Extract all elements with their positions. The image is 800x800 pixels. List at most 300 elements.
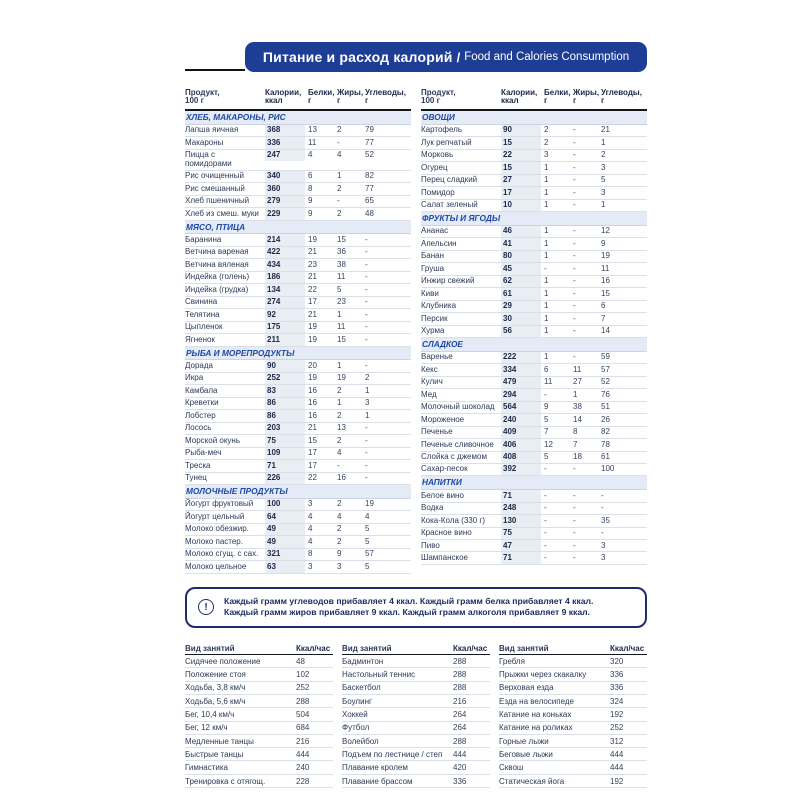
column-header-fat (334, 87, 362, 109)
activity-rate-header: Ккал/час (610, 643, 645, 653)
protein-value: 21 (308, 247, 317, 257)
fat-value: 3 (337, 561, 342, 571)
carbs-value: 82 (601, 427, 610, 437)
carbs-value: 57 (365, 549, 374, 559)
food-row (421, 288, 647, 300)
food-row (421, 389, 647, 401)
product-name: Картофель (421, 125, 463, 135)
food-row (421, 464, 647, 476)
column-header-label: Калории, (265, 87, 302, 97)
carbs-value: 35 (601, 515, 610, 525)
activity-name: Футбол (342, 723, 370, 733)
protein-value: 23 (308, 259, 317, 269)
food-row (421, 326, 647, 338)
product-name: Хлеб пшеничный (185, 196, 250, 206)
food-row (421, 137, 647, 149)
product-name: Икра (185, 373, 204, 383)
food-row (185, 284, 411, 296)
carbs-value: 16 (601, 276, 610, 286)
carbs-value: - (365, 297, 368, 307)
fat-value: - (573, 226, 576, 236)
activity-kcal-value: 444 (610, 749, 624, 759)
carbs-value: 12 (601, 226, 610, 236)
fat-value: - (573, 352, 576, 362)
header-rule (185, 69, 245, 71)
fat-value: 4 (337, 448, 342, 458)
calories-value: 63 (265, 561, 305, 572)
fat-value: - (573, 288, 576, 298)
protein-value: 11 (544, 377, 553, 387)
carbs-value: 1 (365, 410, 370, 420)
fat-value: 2 (337, 499, 342, 509)
activity-kcal-value: 444 (296, 749, 310, 759)
protein-value: 1 (544, 200, 549, 210)
calories-value: 71 (265, 460, 305, 471)
product-name: Перец сладкий (421, 175, 478, 185)
food-row (421, 251, 647, 263)
carbs-value: 5 (365, 524, 370, 534)
column-header-label: Жиры, (337, 87, 364, 97)
calories-value: 71 (501, 490, 541, 501)
activity-kcal-value: 288 (296, 696, 310, 706)
calories-value: 422 (265, 247, 305, 258)
activity-row (185, 748, 333, 761)
calories-value: 75 (265, 435, 305, 446)
fat-value: 8 (573, 427, 578, 437)
protein-value: 4 (308, 511, 313, 521)
product-name: Апельсин (421, 238, 457, 248)
product-name: Телятина (185, 309, 220, 319)
activity-kcal-value: 684 (296, 723, 310, 733)
product-name: Варенье (421, 352, 453, 362)
product-name: Мороженое (421, 414, 465, 424)
protein-value: 21 (308, 423, 317, 433)
carbs-value: 19 (365, 499, 374, 509)
calories-value: 109 (265, 448, 305, 459)
food-row (185, 373, 411, 385)
fat-value: 18 (573, 452, 582, 461)
carbs-value: 57 (601, 364, 610, 374)
carbs-value: 3 (601, 162, 606, 172)
protein-value: - (544, 464, 547, 474)
calories-value: 80 (501, 251, 541, 262)
fat-value: 2 (337, 410, 342, 420)
activity-kcal-value: 192 (610, 776, 624, 786)
protein-value: 6 (308, 171, 313, 181)
product-name: Пицца с помидорами (185, 150, 232, 168)
calories-value: 47 (501, 540, 541, 551)
food-column-headers (185, 87, 411, 111)
protein-value: 3 (308, 499, 313, 509)
activity-kcal-value: 216 (296, 736, 310, 746)
activity-kcal-value: 192 (610, 710, 624, 720)
carbs-value: - (365, 284, 368, 294)
protein-value: 3 (308, 561, 313, 571)
fat-value: 9 (337, 549, 342, 559)
food-row (421, 439, 647, 451)
activity-table-3 (499, 642, 647, 788)
activity-rate-header: Ккал/час (296, 643, 331, 653)
protein-value: 9 (308, 196, 313, 206)
page-title-en: Food and Calories Consumption (464, 51, 630, 63)
calories-value: 360 (265, 183, 305, 194)
carbs-value: 77 (365, 183, 374, 193)
page-title-banner (245, 42, 647, 72)
food-row (421, 352, 647, 364)
protein-value: 19 (308, 322, 317, 332)
food-row (185, 561, 411, 573)
carbs-value: 51 (601, 402, 610, 412)
food-row (421, 162, 647, 174)
activity-kcal-value: 240 (296, 763, 310, 773)
column-header-unit: г (601, 96, 605, 106)
activity-name: Волейбол (342, 736, 379, 746)
title-separator: / (456, 49, 461, 65)
activity-row (342, 748, 490, 761)
product-name: Кулич (421, 377, 443, 387)
activity-kcal-value: 288 (453, 683, 467, 693)
protein-value: - (544, 263, 547, 273)
protein-value: 15 (308, 435, 317, 445)
carbs-value: 14 (601, 326, 610, 336)
calories-value: 211 (265, 334, 305, 345)
activity-row (499, 761, 647, 774)
food-row (185, 234, 411, 246)
carbs-value: 6 (601, 301, 606, 311)
activity-row (185, 655, 333, 668)
column-header-protein (305, 87, 334, 109)
carbs-value: 3 (601, 540, 606, 550)
note-line-2: Каждый грамм жиров прибавляет 9 ккал. Каждый грамм алкоголя прибавляет 9 ккал. (224, 607, 590, 618)
food-section-header: ОВОЩИ (421, 111, 647, 125)
product-name: Кекс (421, 364, 438, 374)
product-name: Персик (421, 313, 448, 323)
product-name: Печенье (421, 427, 453, 437)
product-name: Инжир свежий (421, 276, 475, 286)
product-name: Камбала (185, 385, 218, 395)
activity-kcal-value: 336 (610, 670, 624, 680)
food-row (185, 183, 411, 195)
activity-type-header: Вид занятий (499, 643, 549, 653)
calories-value: 90 (501, 125, 541, 136)
product-name: Лапша яичная (185, 125, 239, 135)
calories-value: 134 (265, 284, 305, 295)
calories-value: 247 (265, 150, 305, 161)
carbs-value: 52 (365, 150, 374, 160)
calories-value: 62 (501, 276, 541, 287)
food-row (185, 410, 411, 422)
content-area (185, 42, 647, 788)
protein-value: - (544, 552, 547, 562)
fat-value: - (573, 162, 576, 172)
food-row (421, 150, 647, 162)
protein-value: 1 (544, 187, 549, 197)
column-header-calories (501, 87, 541, 109)
column-header-label: Углеводы, (601, 87, 642, 97)
activity-name: Хоккей (342, 710, 368, 720)
column-header-unit: 100 г (185, 96, 204, 106)
activity-kcal-value: 336 (610, 683, 624, 693)
fat-value: - (573, 490, 576, 500)
product-name: Молочный шоколад (421, 402, 495, 412)
carbs-value: 1 (601, 137, 606, 147)
carbs-value: 3 (601, 552, 606, 562)
activity-kcal-value: 252 (610, 723, 624, 733)
column-header-unit: г (308, 96, 312, 106)
product-name: Индейка (голень) (185, 272, 250, 282)
calories-value: 175 (265, 322, 305, 333)
protein-value: 1 (544, 226, 549, 236)
note-box (185, 587, 647, 628)
fat-value: - (573, 251, 576, 261)
column-header-label: Продукт, (421, 87, 456, 97)
activity-name: Прыжки через скакалку (499, 670, 587, 680)
product-name: Лук репчатый (421, 137, 472, 147)
product-name: Банан (421, 251, 444, 261)
carbs-value: 52 (601, 377, 610, 387)
activity-row (342, 775, 490, 788)
activity-name: Боулинг (342, 696, 372, 706)
protein-value: 1 (544, 326, 549, 336)
fat-value: 14 (573, 414, 582, 424)
carbs-value: 21 (601, 125, 610, 135)
product-name: Мед (421, 389, 437, 399)
calories-value: 222 (501, 352, 541, 363)
protein-value: 2 (544, 137, 549, 147)
column-header-unit: г (337, 96, 341, 106)
activity-row (342, 722, 490, 735)
carbs-value: - (365, 272, 368, 282)
fat-value: 1 (337, 398, 342, 408)
calories-value: 274 (265, 297, 305, 308)
activity-name: Езда на велосипеде (499, 696, 574, 706)
fat-value: 19 (337, 373, 346, 383)
calories-value: 56 (501, 326, 541, 337)
product-name: Молоко цельное (185, 561, 247, 571)
product-name: Рис смешанный (185, 183, 245, 193)
carbs-value: - (601, 490, 604, 500)
product-name: Макароны (185, 137, 224, 147)
food-row (421, 503, 647, 515)
food-row (185, 448, 411, 460)
column-header-unit: г (544, 96, 548, 106)
carbs-value: - (365, 360, 368, 370)
carbs-value: 9 (601, 238, 606, 248)
food-row (421, 263, 647, 275)
activity-row (499, 708, 647, 721)
food-row (185, 536, 411, 548)
calories-value: 22 (501, 150, 541, 161)
fat-value: - (573, 326, 576, 336)
calories-value: 10 (501, 200, 541, 211)
activity-kcal-value: 288 (453, 656, 467, 666)
carbs-value: - (365, 309, 368, 319)
product-name: Ветчина вареная (185, 247, 249, 257)
food-table-left (185, 87, 411, 574)
fat-value: 15 (337, 334, 346, 344)
activity-row (499, 682, 647, 695)
carbs-value: 19 (601, 251, 610, 261)
food-row (185, 360, 411, 372)
food-row (185, 309, 411, 321)
food-row (421, 175, 647, 187)
product-name: Молоко сгущ. с сах. (185, 549, 259, 559)
fat-value: - (573, 515, 576, 525)
protein-value: 21 (308, 309, 317, 319)
fat-value: 4 (337, 511, 342, 521)
activity-row (185, 668, 333, 681)
fat-value: 11 (573, 364, 582, 374)
column-header-carbs (598, 87, 647, 109)
food-row (185, 322, 411, 334)
food-row (185, 385, 411, 397)
product-name: Рис очищенный (185, 171, 244, 181)
carbs-value: 76 (601, 389, 610, 399)
calories-value: 29 (501, 301, 541, 312)
column-header-label: Белки, (308, 87, 335, 97)
product-name: Хлеб из смеш. муки (185, 208, 259, 218)
product-name: Индейка (грудка) (185, 284, 249, 294)
calories-value: 252 (265, 373, 305, 384)
activity-name: Тренировка с отягощ. (185, 776, 266, 786)
product-name: Молоко пастер. (185, 536, 243, 546)
food-row (421, 402, 647, 414)
product-name: Ягненок (185, 334, 215, 344)
product-name: Креветки (185, 398, 219, 408)
food-row (185, 297, 411, 309)
protein-value: 16 (308, 385, 317, 395)
food-row (185, 511, 411, 523)
activity-column-headers (499, 642, 647, 655)
food-row (421, 187, 647, 199)
food-row (421, 276, 647, 288)
food-row (421, 200, 647, 212)
protein-value: 17 (308, 460, 317, 470)
fat-value: 2 (337, 125, 342, 135)
activity-table-1 (185, 642, 333, 788)
carbs-value: 59 (601, 352, 610, 362)
activity-kcal-value: 216 (453, 696, 467, 706)
calories-value: 248 (501, 503, 541, 514)
carbs-value: 4 (365, 511, 370, 521)
carbs-value: 3 (365, 398, 370, 408)
food-row (185, 196, 411, 208)
product-name: Морковь (421, 150, 454, 160)
food-row (421, 427, 647, 439)
activity-row (342, 682, 490, 695)
activity-kcal-value: 228 (296, 776, 310, 786)
carbs-value: 5 (365, 561, 370, 571)
food-column-headers (421, 87, 647, 111)
calories-value: 434 (265, 259, 305, 270)
activity-row (342, 668, 490, 681)
calories-value: 92 (265, 309, 305, 320)
carbs-value: 1 (601, 200, 606, 210)
calories-value: 279 (265, 196, 305, 207)
activity-type-header: Вид занятий (185, 643, 235, 653)
column-header-label: Калории, (501, 87, 538, 97)
column-header-fat (570, 87, 598, 109)
carbs-value: - (365, 448, 368, 458)
fat-value: 4 (337, 150, 342, 160)
activity-name: Сидячее положение (185, 656, 261, 666)
protein-value: 2 (544, 125, 549, 135)
product-name: Тунец (185, 473, 207, 483)
protein-value: 1 (544, 313, 549, 323)
protein-value: 16 (308, 398, 317, 408)
carbs-value: 2 (365, 373, 370, 383)
activity-name: Плавание брассом (342, 776, 413, 786)
fat-value: - (573, 301, 576, 311)
activity-kcal-value: 312 (610, 736, 624, 746)
carbs-value: - (601, 503, 604, 513)
activity-name: Подъем по лестнице / степ (342, 749, 443, 759)
food-table-right (421, 87, 647, 574)
calories-value: 49 (265, 536, 305, 547)
activity-row (499, 748, 647, 761)
calories-value: 86 (265, 398, 305, 409)
column-header-calories (265, 87, 305, 109)
food-row (185, 435, 411, 447)
calories-value: 214 (265, 234, 305, 245)
calories-value: 479 (501, 377, 541, 388)
activity-name: Бег, 12 км/ч (185, 723, 228, 733)
product-name: Ветчина вяленая (185, 259, 249, 269)
calories-value: 203 (265, 423, 305, 434)
activity-kcal-value: 420 (453, 763, 467, 773)
activity-column-headers (185, 642, 333, 655)
protein-value: - (544, 389, 547, 399)
carbs-value: - (365, 334, 368, 344)
calories-value: 294 (501, 389, 541, 400)
calories-value: 41 (501, 238, 541, 249)
fat-value: 1 (337, 171, 342, 181)
protein-value: 3 (544, 150, 549, 160)
product-name: Рыба-меч (185, 448, 222, 458)
activity-name: Верховая езда (499, 683, 554, 693)
food-section-header: ФРУКТЫ И ЯГОДЫ (421, 212, 647, 226)
page-title-ru: Питание и расход калорий (262, 49, 453, 65)
carbs-value: 77 (365, 137, 374, 147)
product-name: Молоко обезжир. (185, 524, 249, 534)
carbs-value: 15 (601, 288, 610, 298)
activity-table-2 (342, 642, 490, 788)
calories-value: 45 (501, 263, 541, 274)
product-name: Йогурт цельный (185, 511, 245, 521)
protein-value: 22 (308, 473, 317, 483)
protein-value: 4 (308, 536, 313, 546)
calories-value: 368 (265, 125, 305, 136)
food-row (185, 208, 411, 220)
calories-value: 17 (501, 187, 541, 198)
food-row (421, 125, 647, 137)
column-header-label: Белки, (544, 87, 571, 97)
fat-value: 38 (337, 259, 346, 269)
activity-name: Медленные танцы (185, 736, 254, 746)
fat-value: 38 (573, 402, 582, 412)
fat-value: - (573, 150, 576, 160)
fat-value: - (573, 200, 576, 210)
protein-value: - (544, 528, 547, 538)
protein-value: 1 (544, 301, 549, 311)
activity-row (185, 708, 333, 721)
activity-kcal-value: 48 (296, 656, 305, 666)
activity-row (499, 775, 647, 788)
activity-name: Катание на роликах (499, 723, 573, 733)
protein-value: 1 (544, 276, 549, 286)
activity-row (342, 761, 490, 774)
protein-value: 1 (544, 288, 549, 298)
